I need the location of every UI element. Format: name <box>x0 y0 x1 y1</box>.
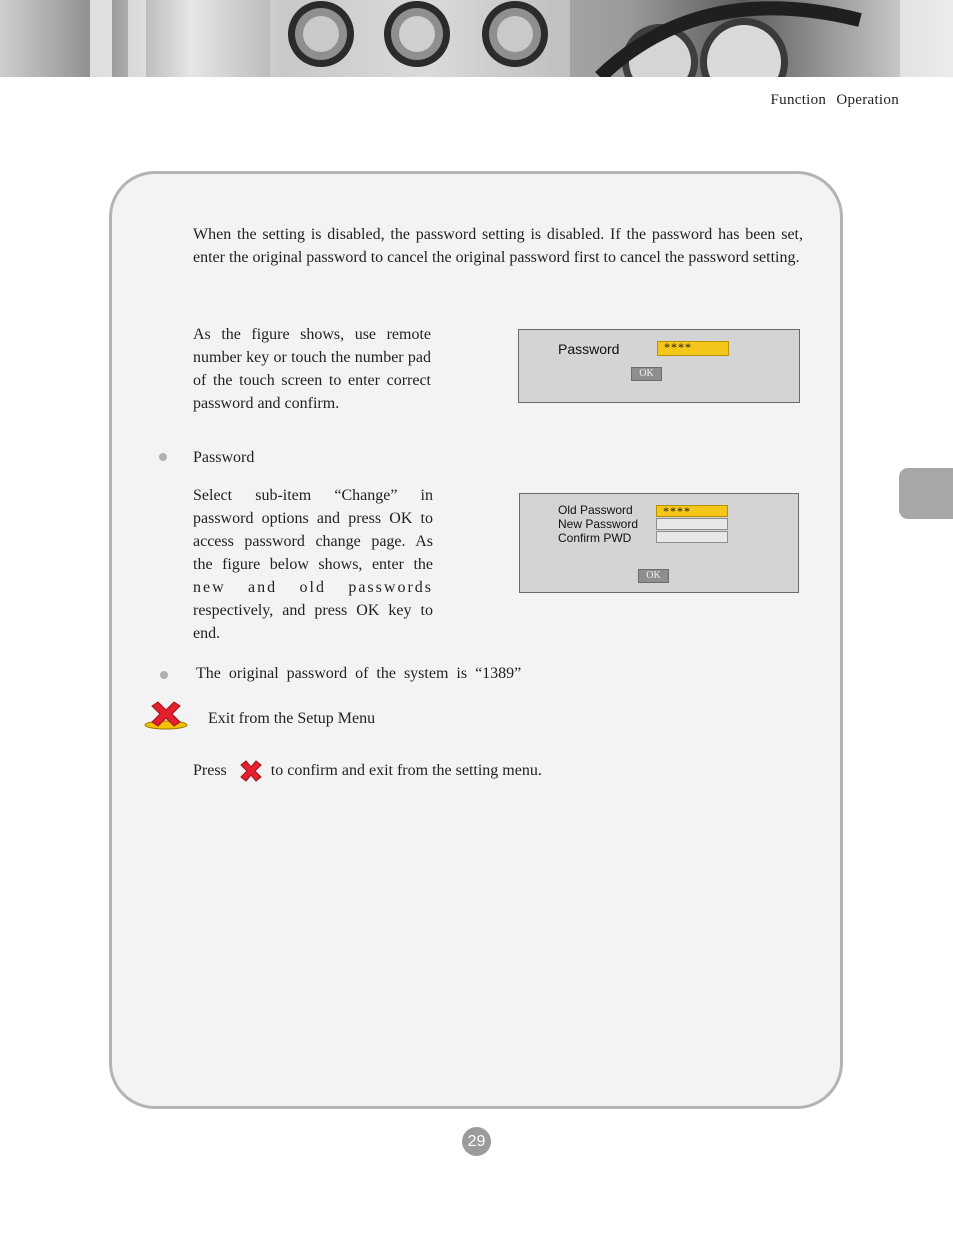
ok-button[interactable]: OK <box>631 367 662 381</box>
change-password-paragraph <box>193 484 433 645</box>
old-password-field[interactable]: **** <box>656 505 728 517</box>
bullet-dot-icon <box>159 453 167 461</box>
header-banner-image <box>0 0 953 77</box>
section-title-function: Function <box>770 92 827 108</box>
intro-paragraph: When the setting is disabled, the password setting is disabled. If the password has been set, enter the original password to cancel the original password first to cancel the password setting. <box>193 226 803 266</box>
paragraph-line: new and old passwords <box>193 579 433 596</box>
bullet-dot-icon <box>160 671 168 679</box>
enter-password-paragraph: As the figure shows, use remote number key or touch the number pad of the touch screen to enter correct password and confirm. <box>193 326 431 412</box>
paragraph-line: Select sub-item “Change” in <box>193 487 433 504</box>
chapter-side-tab <box>899 468 953 519</box>
original-password-note: The original password of the system is “1389” <box>196 665 522 682</box>
password-field[interactable]: **** <box>657 341 729 356</box>
password-label: Password <box>558 341 620 357</box>
old-password-label: Old Password <box>558 503 633 517</box>
ok-button[interactable]: OK <box>638 569 669 583</box>
password-entry-screen <box>518 329 800 403</box>
confirm-pwd-label: Confirm PWD <box>558 531 632 545</box>
paragraph-line: the figure below shows, enter the <box>193 556 433 573</box>
paragraph-line: password options and press OK to <box>193 510 433 527</box>
press-prefix: Press <box>193 762 227 779</box>
paragraph-line: end. <box>193 625 221 642</box>
section-title <box>771 92 900 109</box>
new-password-label: New Password <box>558 517 639 531</box>
paragraph-line: access password change page. As <box>193 533 433 550</box>
new-password-field[interactable] <box>656 518 728 530</box>
change-password-screen <box>519 493 799 593</box>
password-heading: Password <box>193 449 255 466</box>
page-number: 29 <box>462 1127 491 1156</box>
press-suffix: to confirm and exit from the setting menu. <box>270 762 542 779</box>
close-x-icon <box>239 760 263 782</box>
exit-heading: Exit from the Setup Menu <box>208 710 376 727</box>
press-instruction <box>193 760 542 782</box>
confirm-pwd-field[interactable] <box>656 531 728 543</box>
dashboard-photo <box>0 0 953 77</box>
paragraph-line: respectively, and press OK key to <box>193 602 433 619</box>
section-title-operation: Operation <box>836 92 899 108</box>
exit-x-icon <box>144 701 190 731</box>
